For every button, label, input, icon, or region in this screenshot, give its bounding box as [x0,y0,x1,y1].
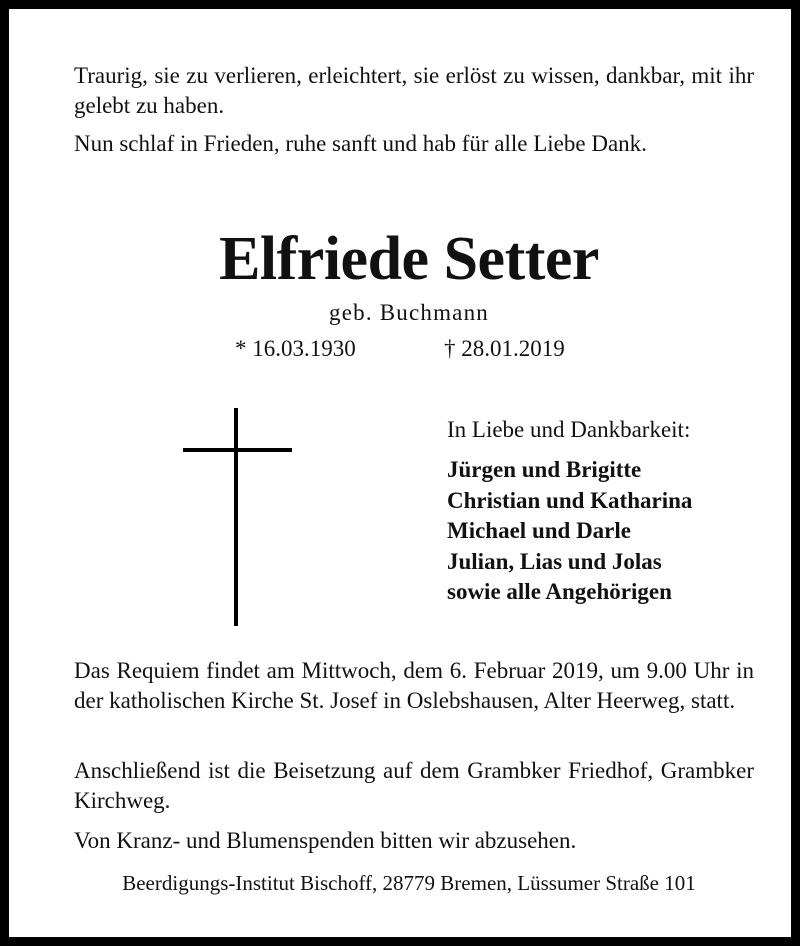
deceased-name: Elfriede Setter [219,225,599,293]
cross-horizontal-bar [183,448,292,452]
list-item: Michael und Darle [447,518,631,543]
undertaker-info: Beerdigungs-Institut Bischoff, 28779 Bremen, Lüssumer Straße 101 [122,871,696,895]
intro-verse: Traurig, sie zu verlieren, erleichtert, sie erlöst zu wissen, dankbar, mit ihr gelebt zu haben. [74,63,754,118]
mourners-list [447,455,692,608]
requiem-info: Das Requiem findet am Mittwoch, dem 6. Februar 2019, um 9.00 Uhr in der katholischen Kirche St. Josef in Oslebshausen, Alter Heerweg, statt. [74,658,754,713]
flowers-request: Von Kranz- und Blumenspenden bitten wir abzusehen. [74,828,577,853]
birth-date: * 16.03.1930 [235,336,356,361]
cross-vertical-bar [234,408,238,626]
list-item: Jürgen und Brigitte [447,457,642,482]
maiden-name: geb. Buchmann [329,300,489,325]
list-item: Julian, Lias und Jolas [447,548,662,574]
burial-info: Anschließend ist die Beisetzung auf dem Grambker Friedhof, Grambker Kirchweg. [74,758,754,813]
mourners-label: In Liebe und Dankbarkeit: [447,417,691,442]
list-item: sowie alle Angehörigen [447,579,672,604]
intro-farewell: Nun schlaf in Frieden, ruhe sanft und hab für alle Liebe Dank. [74,131,647,156]
list-item: Christian und Katharina [447,487,693,513]
death-date: † 28.01.2019 [444,336,565,361]
